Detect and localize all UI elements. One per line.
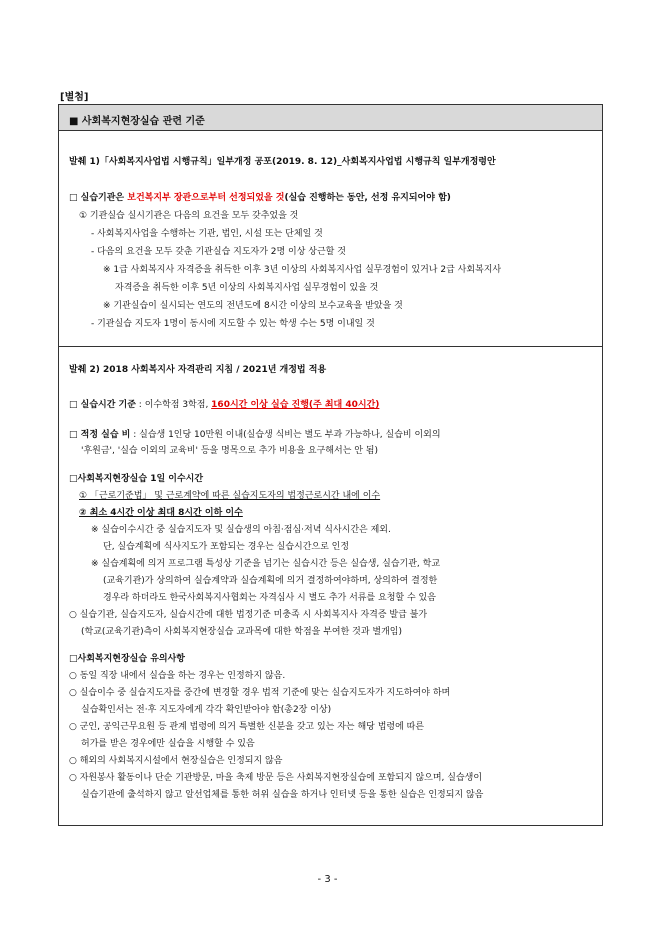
precaution-5-cont: 실습기관에 출석하지 않고 알선업체를 통한 허위 실습을 하거나 인터넷 등을 통한 실습은 인정되지 않음 [81, 790, 484, 800]
training-fee-cont: '후원금', '실습 이외의 교육비' 등을 명목으로 추가 비용을 요구해서는 안 됨) [81, 446, 379, 456]
section-excerpt-2 [59, 347, 602, 825]
requirement-1-b: - 다음의 요건을 모두 갖춘 기관실습 지도자가 2명 이상 상근할 것 [91, 247, 346, 257]
institution-requirement: □ 실습기관은 보건복지부 장관으로부터 선정되었을 것(실습 진행하는 동안, 선정 유지되어야 함) [69, 193, 451, 203]
requirement-1-a: - 사회복지사업을 수행하는 기관, 법인, 시설 또는 단체일 것 [91, 229, 323, 239]
precaution-3-cont: 허가를 받은 경우에만 실습을 시행할 수 있음 [81, 739, 255, 749]
overtime-note-cont-2: 경우라 하더라도 한국사회복지사협회는 자격심사 시 별도 추가 서류를 요청할 수 있음 [103, 593, 436, 603]
excerpt-2-heading: 발췌 2) 2018 사회복지사 자격관리 지침 / 2021년 개정법 적용 [69, 365, 327, 375]
precaution-5: ○ 자원봉사 활동이나 단순 기관방문, 마을 축제 방문 등은 사회복지현장실습에 포함되지 않으며, 실습생이 [69, 773, 483, 783]
meal-note-cont: 단, 실습계획에 식사지도가 포함되는 경우는 실습시간으로 인정 [103, 542, 350, 552]
precaution-1: ○ 동일 직장 내에서 실습을 하는 경우는 인정하지 않음. [69, 671, 286, 681]
precaution-2: ○ 실습이수 중 실습지도자를 중간에 변경할 경우 법적 기준에 맞는 실습지도자가 지도하여야 하며 [69, 688, 451, 698]
daily-hours-2: ② 최소 4시간 이상 최대 8시간 이하 이수 [79, 508, 243, 518]
attachment-label: [별첨] [60, 92, 89, 103]
supervisor-note-2: ※ 기관실습이 실시되는 연도의 전년도에 8시간 이상의 보수교육을 받았을 것 [103, 301, 403, 311]
standards-box [58, 104, 603, 826]
precaution-2-cont: 실습확인서는 전·후 지도자에게 각각 확인받아야 함(총2장 이상) [81, 705, 332, 715]
section-excerpt-1 [59, 131, 602, 347]
requirement-1-c: - 기관실습 지도자 1명이 동시에 지도할 수 있는 학생 수는 5명 이내일 것 [91, 319, 375, 329]
page-number: - 3 - [317, 874, 338, 885]
requirement-1: ① 기관실습 실시기관은 다음의 요건을 모두 갖추었을 것 [79, 211, 299, 221]
daily-hours-heading: □사회복지현장실습 1일 이수시간 [69, 474, 204, 484]
precaution-3: ○ 군인, 공익근무요원 등 관계 법령에 의거 특별한 신분을 갖고 있는 자는 해당 법령에 따른 [69, 722, 425, 732]
precautions-heading: □사회복지현장실습 유의사항 [69, 654, 185, 664]
daily-hours-1: ① 「근로기준법」 및 근로계약에 따른 실습지도자의 법정근로시간 내에 이수 [79, 491, 381, 501]
training-hours-standard: □ 실습시간 기준 : 이수학점 3학점, 160시간 이상 실습 진행(주 최대 40시간) [69, 400, 380, 410]
certificate-note-cont: (학교(교육기관)측이 사회복지현장실습 교과목에 대한 학점을 부여한 것과 별개임) [81, 627, 402, 637]
box-title: ■ 사회복지현장실습 관련 기준 [59, 105, 602, 131]
excerpt-1-heading: 발췌 1)「사회복지사업법 시행규칙」일부개정 공포(2019. 8. 12)_사회복지사업법 시행규칙 일부개정령안 [69, 157, 496, 167]
overtime-note: ※ 실습계획에 의거 프로그램 특성상 기준을 넘기는 실습시간 등은 실습생, 실습기관, 학교 [91, 559, 441, 569]
certificate-note: ○ 실습기관, 실습지도자, 실습시간에 대한 법정기준 미충족 시 사회복지사 자격증 발급 불가 [69, 610, 428, 620]
supervisor-note-1: ※ 1급 사회복지사 자격증을 취득한 이후 3년 이상의 사회복지사업 실무경험이 있거나 2급 사회복지사 [103, 265, 502, 275]
precaution-4: ○ 해외의 사회복지시설에서 현장실습은 인정되지 않음 [69, 756, 283, 766]
supervisor-note-1-cont: 자격증을 취득한 이후 5년 이상의 사회복지사업 실무경험이 있을 것 [115, 283, 379, 293]
meal-note: ※ 실습이수시간 중 실습지도자 및 실습생의 아침·점심·저녁 식사시간은 제외. [91, 525, 391, 535]
overtime-note-cont-1: (교육기관)가 상의하여 실습계약과 실습계획에 의거 결정하여야하며, 상의하여 결정한 [103, 576, 438, 586]
training-fee: □ 적정 실습 비 : 실습생 1인당 10만원 이내(실습생 식비는 별도 부과 가능하나, 실습비 이외의 [69, 430, 441, 440]
